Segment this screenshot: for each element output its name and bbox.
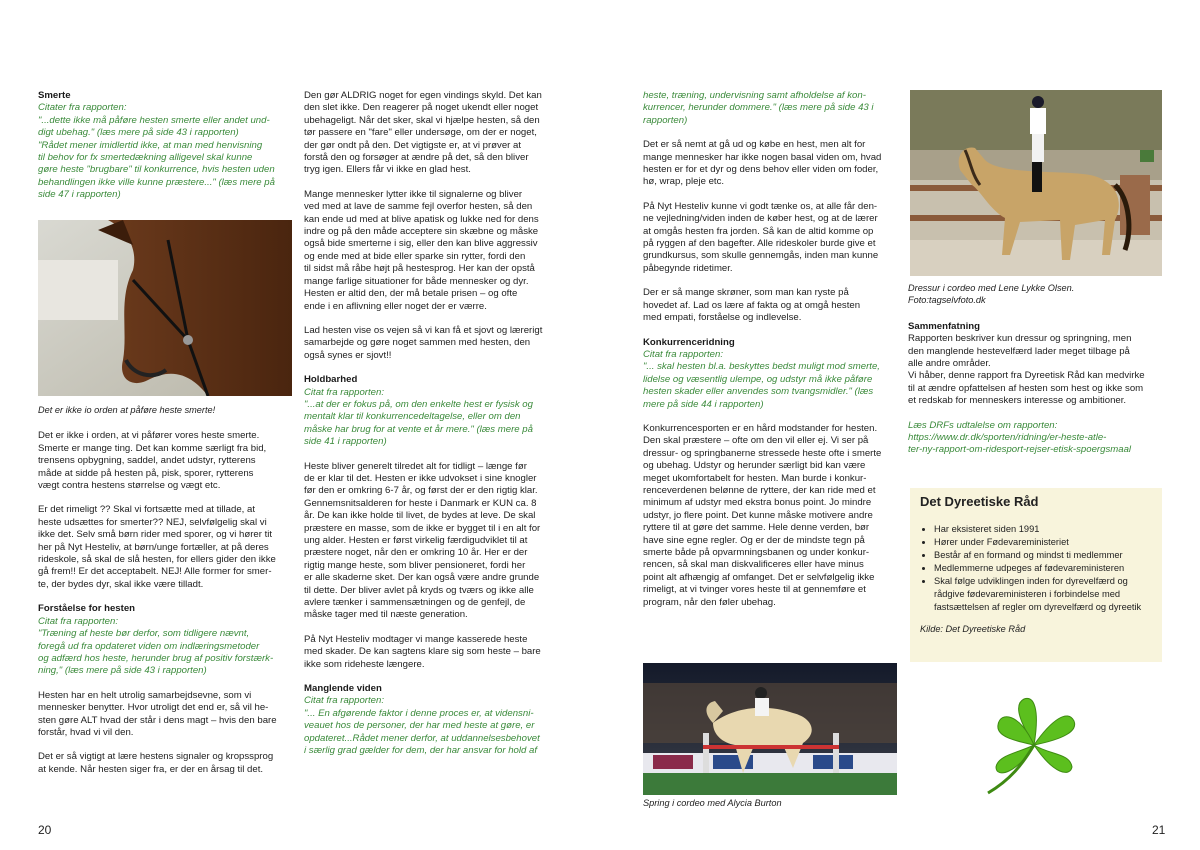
quote-konkurrence: "... skal hesten bl.a. beskyttes bedst muligt mod smerte, lidelse og væsentlig ulempe, og udstyr må ikke påføre hesten skader eller anvendes som tvangsmidler." (læs mere på side 44 i rapporten) bbox=[643, 361, 880, 410]
citat-label: Citat fra rapporten: bbox=[304, 386, 384, 398]
citat-label: Citater fra rapporten: bbox=[38, 102, 127, 114]
citat-label: Citat fra rapporten: bbox=[643, 348, 723, 360]
paragraph: Er det rimeligt ?? Skal vi fortsætte med at tillade, at heste udsættes for smerter?? NEJ, selvfølgelig skal vi ikke det. Selv små børn rider med sporer, og vi hører tit her på Nyt Hesteliv, at børn/unge fortæller, at på deres rideskole, så skal de slå hesten, for ellers gider den ikke gå frem!! Er det acceptabelt. NEJ! Alle former for smer- te, der bydes dyr, skal ikke være tilladt. bbox=[38, 504, 276, 590]
page-number-right: 21 bbox=[1152, 823, 1166, 837]
quote-manglende-viden: "... En afgørende faktor i denne proces er, at vidensni- veauet hos de personer, der har med heste at gøre, er opdateret...Rådet mener derfor, at uddannelsesbehovet i særlig grad gælder for dem, der har ansvar for hold af bbox=[304, 707, 540, 757]
paragraph: På Nyt Hesteliv modtager vi mange kasserede heste med skader. De kan sagtens klare sig som heste – bare ikke som rideheste længere. bbox=[304, 633, 541, 670]
page-number-left: 20 bbox=[38, 823, 52, 837]
paragraph: Der er så mange skrøner, som man kan ryste på hovedet af. Lad os lære af fakta og at omgå hesten med empati, forståelse og indlevelse. bbox=[643, 287, 861, 324]
paragraph: Det er så vigtigt at lære hestens signaler og kropssprog at kende. Når hesten siger fra, er der en årsag til det. bbox=[38, 751, 274, 775]
column-2 bbox=[304, 90, 562, 758]
citat-label: Citat fra rapporten: bbox=[304, 695, 384, 707]
list-item: • Hører under Fødevareministeriet bbox=[934, 536, 1152, 549]
dressage-photo bbox=[910, 90, 1162, 276]
showjump-photo bbox=[643, 663, 897, 795]
caption-3-wrap bbox=[643, 797, 897, 809]
quote-smerte: "...dette ikke må påføre hesten smerte eller andet und- digt ubehag." (læs mere på side 43 i rapporten) "Rådet mener imidlertid ikke, at man med henvisning til behov for fx smertedækning alligevel skal kunne gøre heste "brugbare" til konkurrence, hvis hesten uden behandlingen ikke ville kunne præstere..." (læs mere på side 47 i rapporten) bbox=[38, 114, 275, 201]
heading-manglende-viden: Manglende viden bbox=[304, 683, 382, 695]
heading-smerte: Smerte bbox=[38, 90, 71, 101]
list-item: • Medlemmerne udpeges af fødevareministeren bbox=[934, 562, 1152, 575]
heading-sammenfatning: Sammenfatning bbox=[908, 320, 980, 332]
photo-caption-2: Dressur i cordeo med Lene Lykke Olsen. Foto:tagselvfoto.dk bbox=[908, 283, 1075, 306]
horse-head-photo bbox=[38, 220, 292, 396]
info-box-source: Kilde: Det Dyreetiske Råd bbox=[920, 624, 1026, 634]
paragraph: Rapporten beskriver kun dressur og springning, men den manglende hestevelfærd lader meget tilbage på alle andre områder. Vi håber, denne rapport fra Dyreetisk Råd kan medvirke til at ændre opfattelsen af hesten som hest og ikke som et redskab for menneskers interesse og ambitioner. bbox=[908, 333, 1145, 407]
quote-forstaaelse: "Træning af heste bør derfor, som tidligere nævnt, foregå ud fra opdateret viden om indlæringsmetoder og adfærd hos heste, herunder brug af positiv forstærk- ning," (læs mere på side 43 i rapporten) bbox=[38, 628, 274, 677]
info-box bbox=[910, 488, 1162, 662]
paragraph: Konkurrencesporten er en hård modstander for hesten. Den skal præstere – ofte om den vil eller ej. Vi ser på dressur- og springbanerne stressede heste ofte i smerte og ubehag. Udstyr og herunder særligt bid kan være meget ukomfortabelt for hesten. Man burde i konkur- renceverdenen belønne de ryttere, der kan ride med et minimum af udstyr med ekstra bonus point. Jo mindre udstyr, jo flere point. Det kunne måske motivere andre ryttere til at gøre det samme. Hele denne verden, bør have sine egne regler. Og er der de mindste tegn på smerte både på opvarmningsbanen og under konkur- rencen, så skal man diskvalificeres eller have minus point alt afhængig af omfanget. Det er selvfølgelig ikke rimeligt, at vi tvinger vores heste til at gennemføre et program, når den føler ubehag. bbox=[643, 422, 882, 608]
column-1 bbox=[38, 90, 292, 214]
report-link[interactable]: Læs DRFs udtalelse om rapporten: https://www.dr.dk/sporten/ridning/er-heste-atle- ter-ny-rapport-om-ridesport-rejser-etisk-spoergsmaal bbox=[908, 419, 1132, 456]
citat-label: Citat fra rapporten: bbox=[38, 615, 118, 627]
info-box-title: Det Dyreetiske Råd bbox=[920, 494, 1039, 509]
paragraph: Den gør ALDRIG noget for egen vindings skyld. Det kan den slet ikke. Den reagerer på noget ukendt eller noget ubehageligt. Når det sker, skal vi hjælpe hesten, så den tør passere en "fare" eller undersøge, om der er noget, der gør ondt på den. Det vigtigste er, at vi prøver at forstå den og forsøger at ændre på det, så den bliver tryg igen. Ellers får vi ikke en glad hest. bbox=[304, 90, 542, 176]
heading-holdbarhed: Holdbarhed bbox=[304, 374, 358, 386]
paragraph: Hesten har en helt utrolig samarbejdsevne, som vi mennesker benytter. Hvor utroligt det end er, så vil he- sten gøre ALT hvad der står i dens magt – hvis den bare forstår, hvad vi vil den. bbox=[38, 689, 277, 738]
heading-forstaaelse: Forståelse for hesten bbox=[38, 603, 136, 615]
paragraph: Lad hesten vise os vejen så vi kan få et sjovt og lærerigt samarbejde og gøre noget sammen med hesten, den også synes er sjovt!! bbox=[304, 324, 543, 361]
column-3 bbox=[643, 90, 897, 621]
list-item: • Består af en formand og mindst ti medlemmer bbox=[934, 549, 1152, 562]
column-1-lower bbox=[38, 400, 292, 788]
photo-caption-3: Spring i cordeo med Alycia Burton bbox=[643, 798, 782, 808]
photo-caption-1: Det er ikke io orden at påføre heste smerte! bbox=[38, 405, 216, 415]
list-item: • Har eksisteret siden 1991 bbox=[934, 523, 1152, 536]
paragraph: Det er ikke i orden, at vi påfører vores heste smerte. Smerte er mange ting. Det kan komme særligt fra bid, trensens opbygning, saddel, andet udstyr, rytterens måde at sidde på hesten på, pisk, sporer, rytterens vægt contra hestens størrelse og vægt etc. bbox=[38, 430, 267, 492]
paragraph: Det er så nemt at gå ud og købe en hest, men alt for mange mennesker har ikke nogen basal viden om, hvad hesten er for et dyr og dens behov eller viden om foder, hø, wrap, pleje etc. bbox=[643, 139, 882, 188]
quote-holdbarhed: "...at der er fokus på, om den enkelte hest er fysisk og mentalt klar til konkurrencedeltagelse, eller om den måske har brug for at vente et år mere." (læs mere på side 41 i rapporten) bbox=[304, 398, 533, 448]
paragraph: Mange mennesker lytter ikke til signalerne og bliver ved med at lave de samme fejl overfor hesten, så den kan ende ud med at blive apatisk og lukke ned for dens indre og på den måde acceptere sin skæbne og måske også bide smerterne i sig, eller den kan blive aggressiv og ende med at bide eller sparke sin rytter, fordi den til sidst må råbe højt på hestesprog. Her kan der opstå mange farlige situationer for både mennesker og dyr. Hesten er altid den, der må betale prisen – og ofte ende i en aflivning eller noget der er værre. bbox=[304, 188, 539, 312]
info-box-list bbox=[910, 523, 1162, 614]
quote-continued: heste, træning, undervisning samt afholdelse af kon- kurrencer, herunder dommere." (læs mere på side 43 i rapporten) bbox=[643, 90, 874, 126]
column-4 bbox=[908, 282, 1162, 469]
clover-icon bbox=[982, 695, 1082, 800]
heading-konkurrenceridning: Konkurrenceridning bbox=[643, 336, 735, 348]
paragraph: Heste bliver generelt tilredet alt for tidligt – længe før de er klar til det. Hesten er ikke udvokset i sine knogler før den er omkring 6-7 år, og først der er den rigtig klar. Gennemsnitsalderen for heste i Danmark er KUN ca. 8 år. De kan ikke holde til livet, de bydes at leve. De skal præstere en masse, som de ikke er bygget til i en alt for ung alder. Hesten er først virkelig færdigudviklet til at præstere noget, når den er omkring 10 år. Her er der rigtig mange heste, som bliver pensioneret, fordi her er alle skaderne sket. Der kan også være andre grunde til dette. Der bliver avlet på kryds og tværs og ikke alle avlere tænker i sammensætningen og de genfejl, de måske tager med til næste generation. bbox=[304, 460, 541, 621]
paragraph: På Nyt Hesteliv kunne vi godt tænke os, at alle får den- ne vejledning/viden inden de køber hest, og at de lærer at omgås hesten fra jorden. Så kan de altid komme op på ryggen af den bagefter. Alle rideskoler burde give et grundkursus, som skulle gennemgås, inden man kunne påbegynde ridetimer. bbox=[643, 200, 879, 274]
list-item: • Skal følge udviklingen inden for dyrevelfærd og rådgive fødevareministeren i forbindelse med fastsættelsen af regler om dyrevelfærd og dyreetik bbox=[934, 575, 1152, 614]
